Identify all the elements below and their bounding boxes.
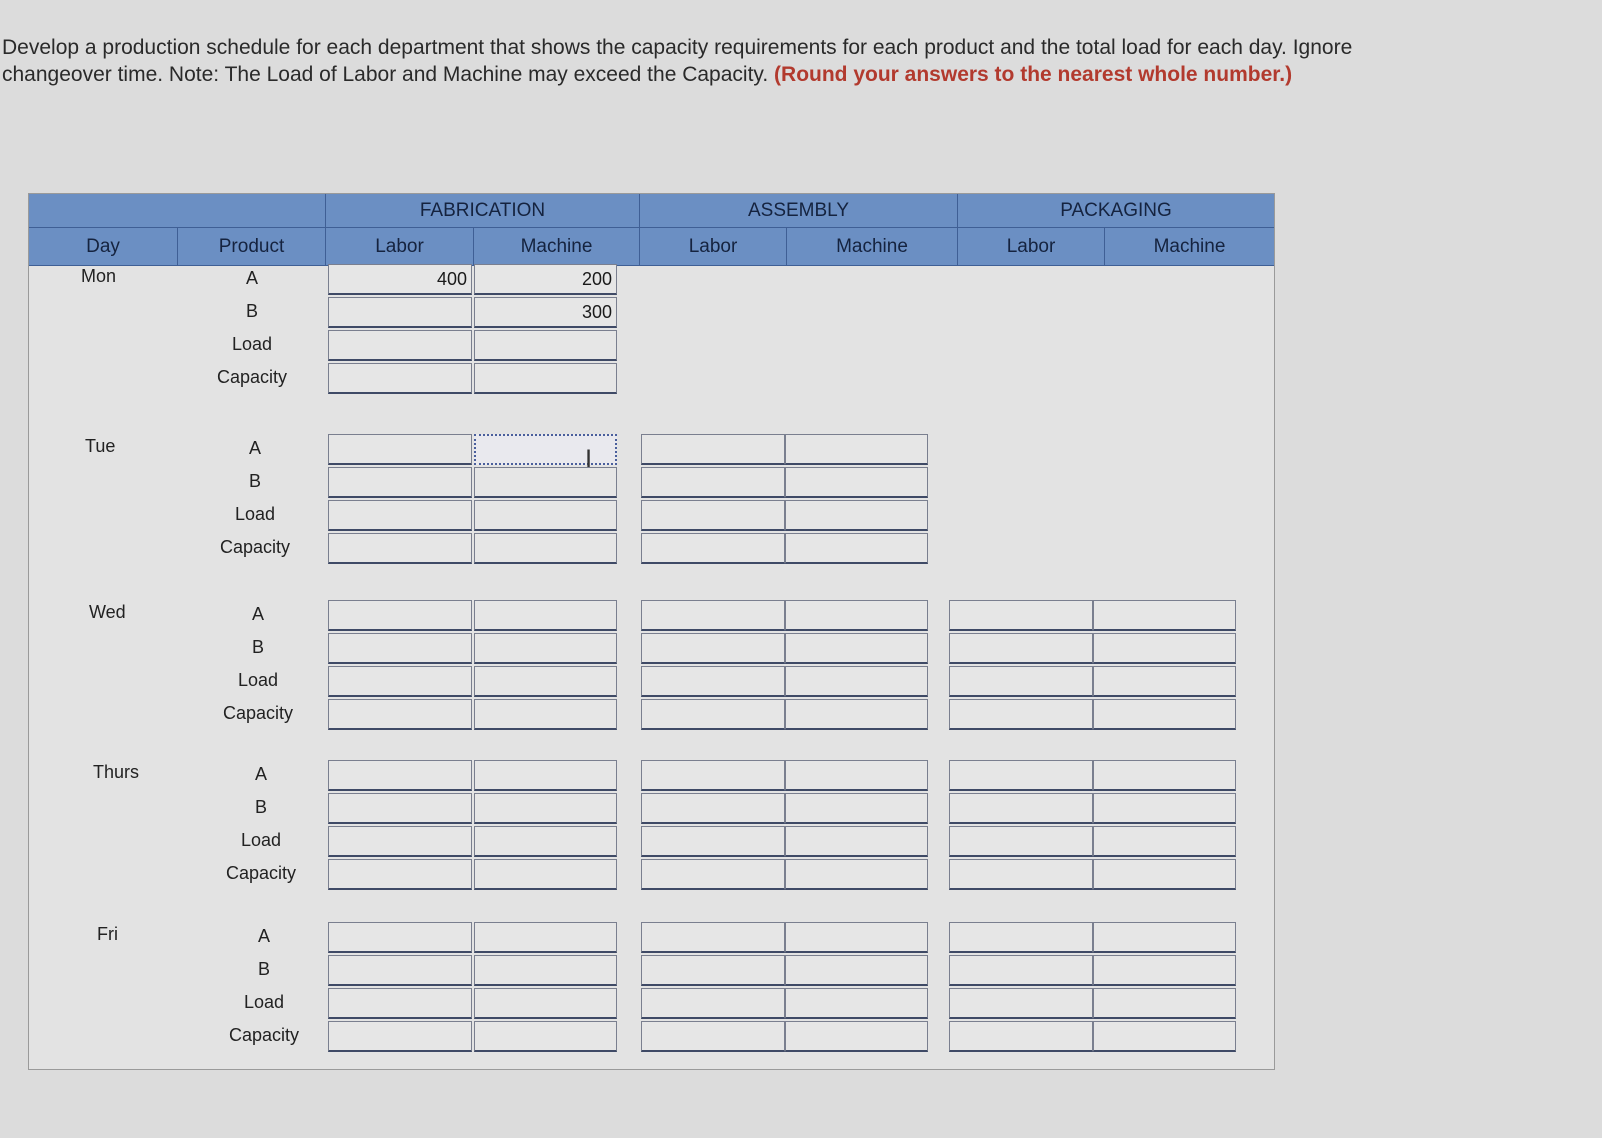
fri-fabrication-machine-capacity-input[interactable]	[474, 1021, 617, 1052]
wed-assembly-labor-load-input[interactable]	[641, 666, 785, 697]
fri-packaging-machine-b-input[interactable]	[1093, 955, 1236, 986]
fri-packaging-machine-capacity-input[interactable]	[1093, 1021, 1236, 1052]
wed-packaging-labor-b-input[interactable]	[949, 633, 1093, 664]
thurs-fabrication-machine-load-input[interactable]	[474, 826, 617, 857]
row-label-load: Load	[237, 670, 279, 690]
wed-packaging-machine-b-input[interactable]	[1093, 633, 1236, 664]
packaging-labor-header: Labor	[957, 228, 1104, 265]
fabrication-labor-header: Labor	[325, 228, 473, 265]
mon-fabrication-machine-capacity-input[interactable]	[474, 363, 617, 394]
wed-fabrication-machine-b-input[interactable]	[474, 633, 617, 664]
thurs-packaging-labor-b-input[interactable]	[949, 793, 1093, 824]
fri-fabrication-machine-load-input[interactable]	[474, 988, 617, 1019]
fri-assembly-labor-capacity-input[interactable]	[641, 1021, 785, 1052]
mon-fabrication-labor-a-input[interactable]	[328, 264, 472, 295]
instructions-text: Develop a production schedule for each department that shows the capacity requirements for each product and the total load for each day. Ignore changeover time. Note: The Load of Labor and Machine may exceed the Capacity.	[2, 36, 1353, 86]
thurs-assembly-machine-capacity-input[interactable]	[785, 859, 928, 890]
wed-packaging-labor-load-input[interactable]	[949, 666, 1093, 697]
product-column-header: Product	[177, 228, 325, 265]
fabrication-header: FABRICATION	[325, 194, 639, 227]
row-label-capacity: Capacity	[216, 367, 288, 387]
instructions	[2, 34, 1422, 88]
department-header-row	[29, 194, 1274, 227]
wed-assembly-machine-a-input[interactable]	[785, 600, 928, 631]
fri-assembly-machine-capacity-input[interactable]	[785, 1021, 928, 1052]
thurs-assembly-labor-b-input[interactable]	[641, 793, 785, 824]
thurs-assembly-labor-a-input[interactable]	[641, 760, 785, 791]
tue-assembly-labor-a-input[interactable]	[641, 434, 785, 465]
thurs-assembly-machine-a-input[interactable]	[785, 760, 928, 791]
row-label-capacity: Capacity	[225, 863, 297, 883]
thurs-fabrication-labor-a-input[interactable]	[328, 760, 472, 791]
thurs-fabrication-machine-b-input[interactable]	[474, 793, 617, 824]
fri-assembly-labor-b-input[interactable]	[641, 955, 785, 986]
fri-packaging-machine-a-input[interactable]	[1093, 922, 1236, 953]
fri-fabrication-labor-b-input[interactable]	[328, 955, 472, 986]
row-label-b: B	[245, 301, 258, 321]
fri-assembly-labor-a-input[interactable]	[641, 922, 785, 953]
wed-packaging-machine-load-input[interactable]	[1093, 666, 1236, 697]
wed-fabrication-labor-load-input[interactable]	[328, 666, 472, 697]
wed-assembly-machine-capacity-input[interactable]	[785, 699, 928, 730]
mon-fabrication-machine-b-input[interactable]	[474, 297, 617, 328]
wed-assembly-machine-load-input[interactable]	[785, 666, 928, 697]
assembly-labor-header: Labor	[639, 228, 786, 265]
row-label-b: B	[257, 959, 270, 979]
assembly-machine-header: Machine	[786, 228, 957, 265]
row-label-load: Load	[240, 830, 282, 850]
thurs-packaging-machine-a-input[interactable]	[1093, 760, 1236, 791]
tue-assembly-machine-load-input[interactable]	[785, 500, 928, 531]
tue-assembly-machine-b-input[interactable]	[785, 467, 928, 498]
tue-fabrication-labor-load-input[interactable]	[328, 500, 472, 531]
wed-fabrication-labor-capacity-input[interactable]	[328, 699, 472, 730]
thurs-fabrication-labor-capacity-input[interactable]	[328, 859, 472, 890]
packaging-machine-header: Machine	[1104, 228, 1274, 265]
wed-fabrication-machine-capacity-input[interactable]	[474, 699, 617, 730]
row-label-capacity: Capacity	[222, 703, 294, 723]
thurs-packaging-machine-capacity-input[interactable]	[1093, 859, 1236, 890]
thurs-packaging-labor-load-input[interactable]	[949, 826, 1093, 857]
thurs-assembly-labor-load-input[interactable]	[641, 826, 785, 857]
mon-fabrication-machine-a-input[interactable]	[474, 264, 617, 295]
row-label-load: Load	[234, 504, 276, 524]
wed-assembly-labor-b-input[interactable]	[641, 633, 785, 664]
fri-packaging-labor-b-input[interactable]	[949, 955, 1093, 986]
mon-fabrication-machine-load-input[interactable]	[474, 330, 617, 361]
mon-fabrication-labor-load-input[interactable]	[328, 330, 472, 361]
wed-fabrication-labor-a-input[interactable]	[328, 600, 472, 631]
fri-packaging-labor-capacity-input[interactable]	[949, 1021, 1093, 1052]
fri-fabrication-machine-a-input[interactable]	[474, 922, 617, 953]
tue-assembly-machine-capacity-input[interactable]	[785, 533, 928, 564]
fri-packaging-machine-load-input[interactable]	[1093, 988, 1236, 1019]
text-cursor-icon: I	[585, 445, 593, 473]
row-label-a: A	[254, 764, 267, 784]
row-label-capacity: Capacity	[228, 1025, 300, 1045]
tue-assembly-labor-b-input[interactable]	[641, 467, 785, 498]
fri-packaging-labor-a-input[interactable]	[949, 922, 1093, 953]
fri-fabrication-labor-capacity-input[interactable]	[328, 1021, 472, 1052]
wed-packaging-labor-a-input[interactable]	[949, 600, 1093, 631]
day-label-thurs: Thurs	[93, 762, 140, 782]
row-label-a: A	[251, 604, 264, 624]
thurs-assembly-labor-capacity-input[interactable]	[641, 859, 785, 890]
fri-assembly-labor-load-input[interactable]	[641, 988, 785, 1019]
wed-assembly-labor-capacity-input[interactable]	[641, 699, 785, 730]
tue-assembly-machine-a-input[interactable]	[785, 434, 928, 465]
fri-fabrication-labor-load-input[interactable]	[328, 988, 472, 1019]
thurs-fabrication-machine-capacity-input[interactable]	[474, 859, 617, 890]
wed-packaging-machine-a-input[interactable]	[1093, 600, 1236, 631]
tue-fabrication-machine-b-input[interactable]	[474, 467, 617, 498]
fri-fabrication-machine-b-input[interactable]	[474, 955, 617, 986]
tue-fabrication-machine-a-input[interactable]	[474, 434, 617, 465]
thurs-packaging-labor-a-input[interactable]	[949, 760, 1093, 791]
row-label-b: B	[254, 797, 267, 817]
mon-fabrication-labor-b-input[interactable]	[328, 297, 472, 328]
wed-assembly-labor-a-input[interactable]	[641, 600, 785, 631]
tue-fabrication-machine-load-input[interactable]	[474, 500, 617, 531]
fabrication-machine-header: Machine	[473, 228, 639, 265]
thurs-assembly-machine-load-input[interactable]	[785, 826, 928, 857]
thurs-packaging-machine-load-input[interactable]	[1093, 826, 1236, 857]
tue-assembly-labor-capacity-input[interactable]	[641, 533, 785, 564]
column-header-row	[29, 227, 1274, 266]
production-schedule-table	[28, 193, 1275, 1070]
assembly-header: ASSEMBLY	[639, 194, 957, 227]
day-column-header: Day	[86, 235, 120, 257]
day-label-wed: Wed	[89, 602, 126, 622]
row-label-a: A	[248, 438, 261, 458]
row-label-capacity: Capacity	[219, 537, 291, 557]
mon-fabrication-labor-capacity-input[interactable]	[328, 363, 472, 394]
thurs-packaging-labor-capacity-input[interactable]	[949, 859, 1093, 890]
wed-fabrication-machine-a-input[interactable]	[474, 600, 617, 631]
blank-header	[29, 194, 325, 227]
tue-fabrication-labor-b-input[interactable]	[328, 467, 472, 498]
fri-assembly-machine-load-input[interactable]	[785, 988, 928, 1019]
wed-fabrication-labor-b-input[interactable]	[328, 633, 472, 664]
tue-fabrication-labor-a-input[interactable]	[328, 434, 472, 465]
packaging-header: PACKAGING	[957, 194, 1274, 227]
day-label-fri: Fri	[97, 924, 118, 944]
thurs-fabrication-labor-load-input[interactable]	[328, 826, 472, 857]
wed-fabrication-machine-load-input[interactable]	[474, 666, 617, 697]
tue-assembly-labor-load-input[interactable]	[641, 500, 785, 531]
row-label-load: Load	[243, 992, 285, 1012]
row-label-a: A	[245, 268, 258, 288]
fri-assembly-machine-a-input[interactable]	[785, 922, 928, 953]
row-label-a: A	[257, 926, 270, 946]
thurs-packaging-machine-b-input[interactable]	[1093, 793, 1236, 824]
thurs-fabrication-labor-b-input[interactable]	[328, 793, 472, 824]
thurs-fabrication-machine-a-input[interactable]	[474, 760, 617, 791]
fri-fabrication-labor-a-input[interactable]	[328, 922, 472, 953]
row-label-b: B	[248, 471, 261, 491]
row-label-load: Load	[231, 334, 273, 354]
day-label-tue: Tue	[85, 436, 116, 456]
fri-assembly-machine-b-input[interactable]	[785, 955, 928, 986]
row-label-b: B	[251, 637, 264, 657]
rounding-note: (Round your answers to the nearest whole number.)	[774, 63, 1293, 86]
tue-fabrication-machine-capacity-input[interactable]	[474, 533, 617, 564]
wed-assembly-machine-b-input[interactable]	[785, 633, 928, 664]
wed-packaging-labor-capacity-input[interactable]	[949, 699, 1093, 730]
tue-fabrication-labor-capacity-input[interactable]	[328, 533, 472, 564]
day-label-mon: Mon	[81, 266, 117, 286]
fri-packaging-labor-load-input[interactable]	[949, 988, 1093, 1019]
wed-packaging-machine-capacity-input[interactable]	[1093, 699, 1236, 730]
thurs-assembly-machine-b-input[interactable]	[785, 793, 928, 824]
